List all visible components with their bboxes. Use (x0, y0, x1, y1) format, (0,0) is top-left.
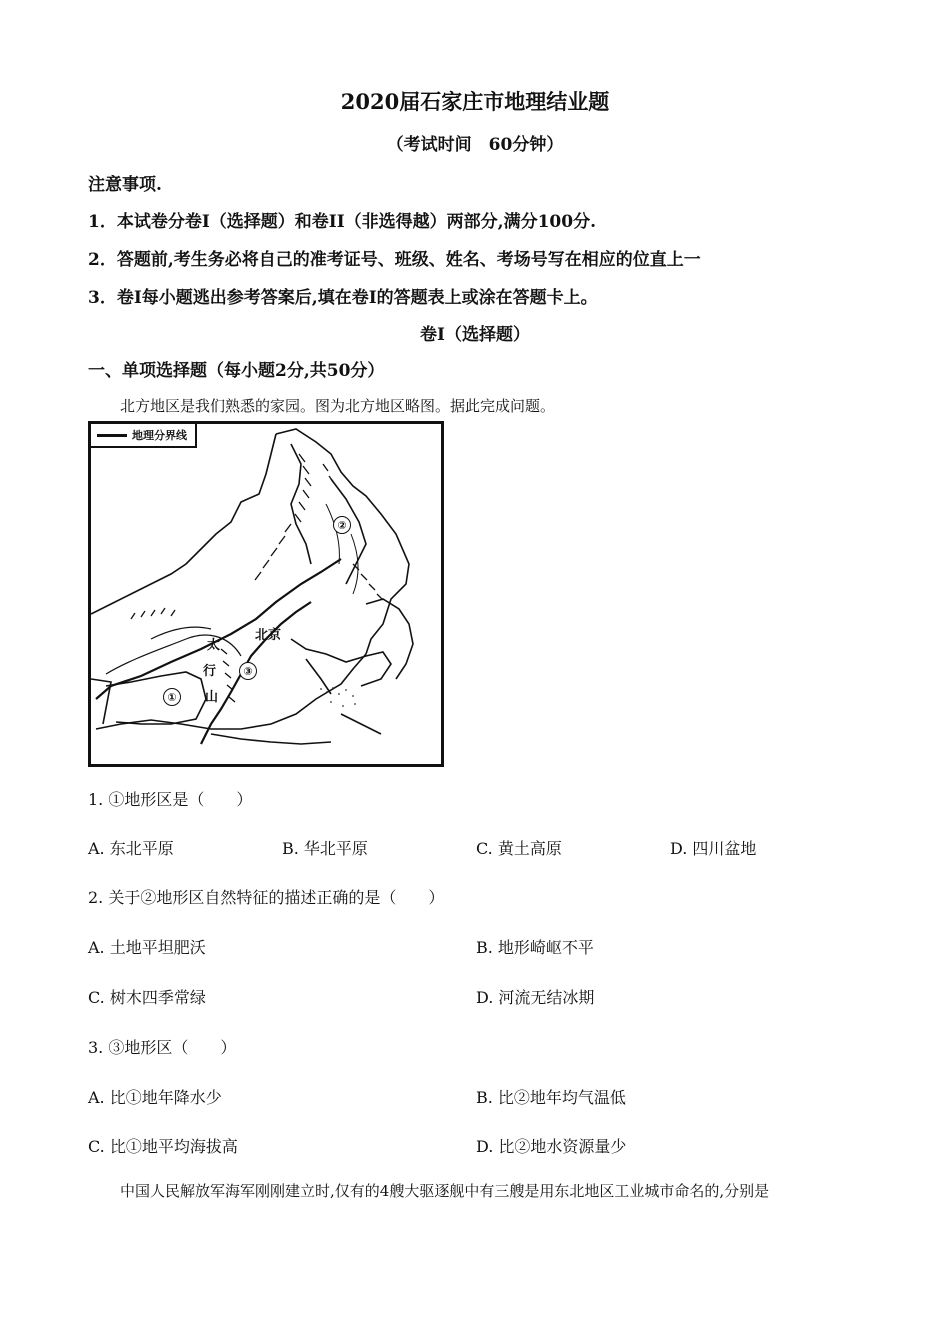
question-2-option-a[interactable]: A. 土地平坦肥沃 (88, 938, 206, 957)
map-marker-1: ① (163, 688, 181, 706)
exam-duration: （考试时间 60分钟） (386, 135, 564, 155)
map-label-shan: 山 (205, 690, 219, 705)
map-legend-label: 地理分界线 (132, 429, 187, 442)
question-3-option-d[interactable]: D. 比②地水资源量少 (476, 1137, 627, 1156)
question-1-option-a[interactable]: A. 东北平原 (88, 839, 174, 858)
question-2-option-c[interactable]: C. 树木四季常绿 (88, 988, 206, 1007)
boundary-line-icon (97, 434, 127, 437)
question-intro: 北方地区是我们熟悉的家园。图为北方地区略图。据此完成问题。 (120, 397, 556, 415)
question-1-option-c[interactable]: C. 黄土高原 (476, 839, 562, 858)
question-1-option-b[interactable]: B. 华北平原 (282, 839, 368, 858)
question-3-option-a[interactable]: A. 比①地年降水少 (88, 1088, 222, 1107)
volume-title: 卷I（选择题） (420, 325, 530, 345)
question-3-option-c[interactable]: C. 比①地平均海拔高 (88, 1137, 238, 1156)
question-1-option-d[interactable]: D. 四川盆地 (670, 839, 757, 858)
question-2-stem: 2. 关于②地形区自然特征的描述正确的是（ ） (88, 888, 445, 907)
question-1-stem: 1. ①地形区是（ ） (88, 790, 253, 809)
question-3-stem: 3. ③地形区（ ） (88, 1038, 237, 1057)
map-legend (91, 424, 197, 448)
part-title: 一、单项选择题（每小题2分,共50分） (88, 361, 385, 381)
next-passage-text: 中国人民解放军海军刚刚建立时,仅有的4艘大驱逐舰中有三艘是用东北地区工业城市命名的,分别是 (120, 1182, 770, 1200)
question-2-option-d[interactable]: D. 河流无结冰期 (476, 988, 595, 1007)
map-label-hang: 行 (203, 664, 217, 679)
map-label-beijing: 北京 (255, 628, 282, 643)
question-2-option-b[interactable]: B. 地形崎岖不平 (476, 938, 594, 957)
notice-item-2: 2．答题前,考生务必将自己的准考证号、班级、姓名、考场号写在相应的位直上一 (88, 250, 701, 270)
exam-title: 2020届石家庄市地理结业题 (340, 89, 610, 114)
north-region-map (88, 421, 444, 767)
map-marker-3: ③ (239, 662, 257, 680)
notice-item-3: 3．卷I每小题逃出参考答案后,填在卷I的答题表上或涂在答题卡上。 (88, 288, 598, 308)
question-3-option-b[interactable]: B. 比②地年均气温低 (476, 1088, 626, 1107)
map-marker-2: ② (333, 516, 351, 534)
map-label-tai: 太 (207, 638, 221, 653)
map-drawing (91, 424, 441, 764)
notice-heading: 注意事项. (88, 175, 162, 195)
notice-item-1: 1．本试卷分卷I（选择题）和卷II（非选得越）两部分,满分100分. (88, 212, 597, 232)
